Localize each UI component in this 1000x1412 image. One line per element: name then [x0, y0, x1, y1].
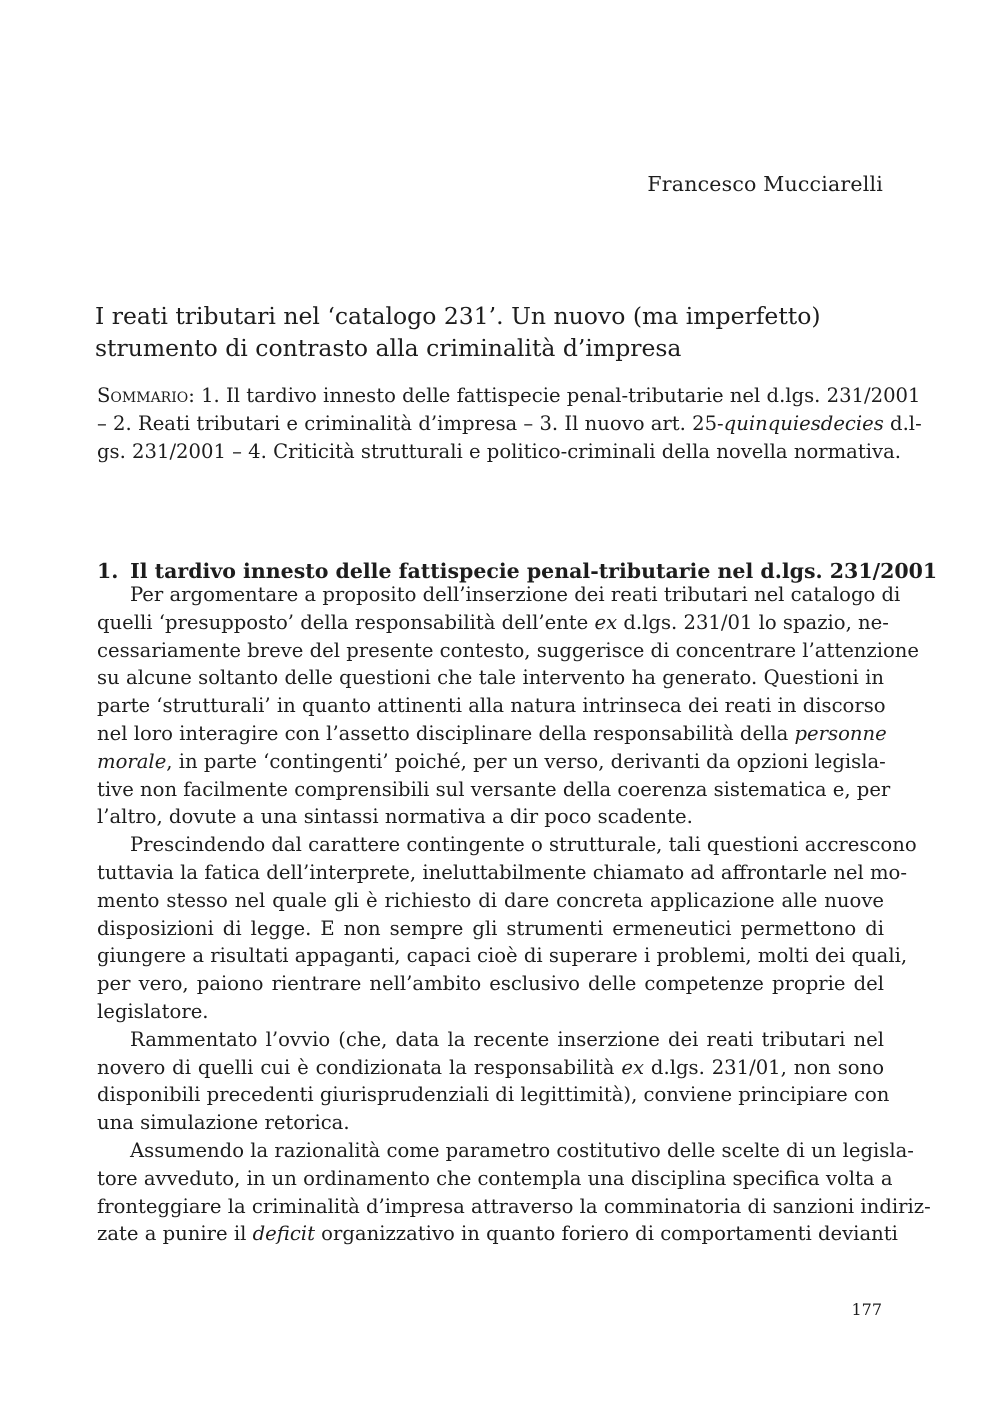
text-line: parte ‘strutturali’ in quanto attinenti alla natura intrinseca dei reati in discorso — [97, 694, 886, 718]
text-line: una simulazione retorica. — [97, 1111, 350, 1135]
text-line: per vero, paiono rientrare nell’ambito esclusivo delle competenze proprie del — [97, 972, 884, 996]
text-line: Rammentato l’ovvio (che, data la recente inserzione dei reati tributari nel — [130, 1027, 884, 1051]
text-line: l’altro, dovute a una sintassi normativa a dir poco scadente. — [97, 805, 693, 829]
section-title: Il tardivo innesto delle fattispecie penal-tributarie nel d.lgs. 231/2001 — [130, 559, 938, 583]
text-line: cessariamente breve del presente contesto, suggerisce di concentrare l’attenzione — [97, 638, 920, 662]
summary-line: – 2. Reati tributari e criminalità d’impresa – 3. Il nuovo art. 25-quinquiesdecies d.l- — [97, 412, 922, 435]
text-line: Per argomentare a proposito dell’inserzione dei reati tributari nel catalogo di — [130, 583, 901, 606]
text-line: su alcune soltanto delle questioni che tale intervento ha generato. Questioni in — [97, 666, 884, 690]
summary-lead: Sommario: — [97, 384, 195, 407]
title-line: strumento di contrasto alla criminalità d’impresa — [95, 333, 682, 362]
title-line: I reati tributari nel ‘catalogo 231’. Un nuovo (ma imperfetto) — [95, 301, 821, 330]
text-line: fronteggiare la criminalità d’impresa attraverso la comminatoria di sanzioni indiriz- — [97, 1194, 931, 1218]
text-line: giungere a risultati appaganti, capaci cioè di superare i problemi, molti dei quali, — [97, 944, 908, 968]
author-name: Francesco Mucciarelli — [647, 172, 883, 196]
text-line: morale, in parte ‘contingenti’ poiché, per un verso, derivanti da opzioni legisla- — [97, 749, 886, 773]
text-line: zate a punire il deficit organizzativo in quanto foriero di comportamenti devianti — [97, 1222, 898, 1246]
summary-line: gs. 231/2001 – 4. Criticità strutturali e politico-criminali della novella normativa. — [97, 440, 901, 463]
text-line: disposizioni di legge. E non sempre gli strumenti ermeneutici permettono di — [97, 916, 884, 940]
text-line: novero di quelli cui è condizionata la responsabilità ex d.lgs. 231/01, non sono — [97, 1055, 884, 1079]
text-line: legislatore. — [97, 999, 209, 1023]
text-line: nel loro interagire con l’assetto disciplinare della responsabilità della personne — [97, 721, 887, 745]
summary-line: Sommario: 1. Il tardivo innesto delle fattispecie penal-tributarie nel d.lgs. 231/2001 — [97, 384, 921, 407]
text-line: tive non facilmente comprensibili sul versante della coerenza sistematica e, per — [97, 777, 891, 801]
page-number: 177 — [851, 1300, 882, 1319]
text-line: Assumendo la razionalità come parametro costitutivo delle scelte di un legisla- — [130, 1138, 914, 1162]
text-line: quelli ‘presupposto’ della responsabilità dell’ente ex d.lgs. 231/01 lo spazio, ne- — [97, 610, 889, 634]
text-line: mento stesso nel quale gli è richiesto di dare concreta applicazione alle nuove — [97, 888, 884, 912]
body-text — [97, 581, 931, 1248]
text-line: tore avveduto, in un ordinamento che contempla una disciplina specifica volta a — [97, 1166, 893, 1190]
section-number: 1. — [97, 559, 119, 583]
text-line: tuttavia la fatica dell’interprete, ineluttabilmente chiamato ad affrontarle nel mo- — [97, 860, 907, 884]
text-line: disponibili precedenti giurisprudenziali di legittimità), conviene principiare con — [97, 1083, 890, 1107]
chapter-title — [95, 300, 885, 364]
text-line: Prescindendo dal carattere contingente o strutturale, tali questioni accrescono — [130, 833, 917, 857]
chapter-summary — [97, 382, 922, 466]
